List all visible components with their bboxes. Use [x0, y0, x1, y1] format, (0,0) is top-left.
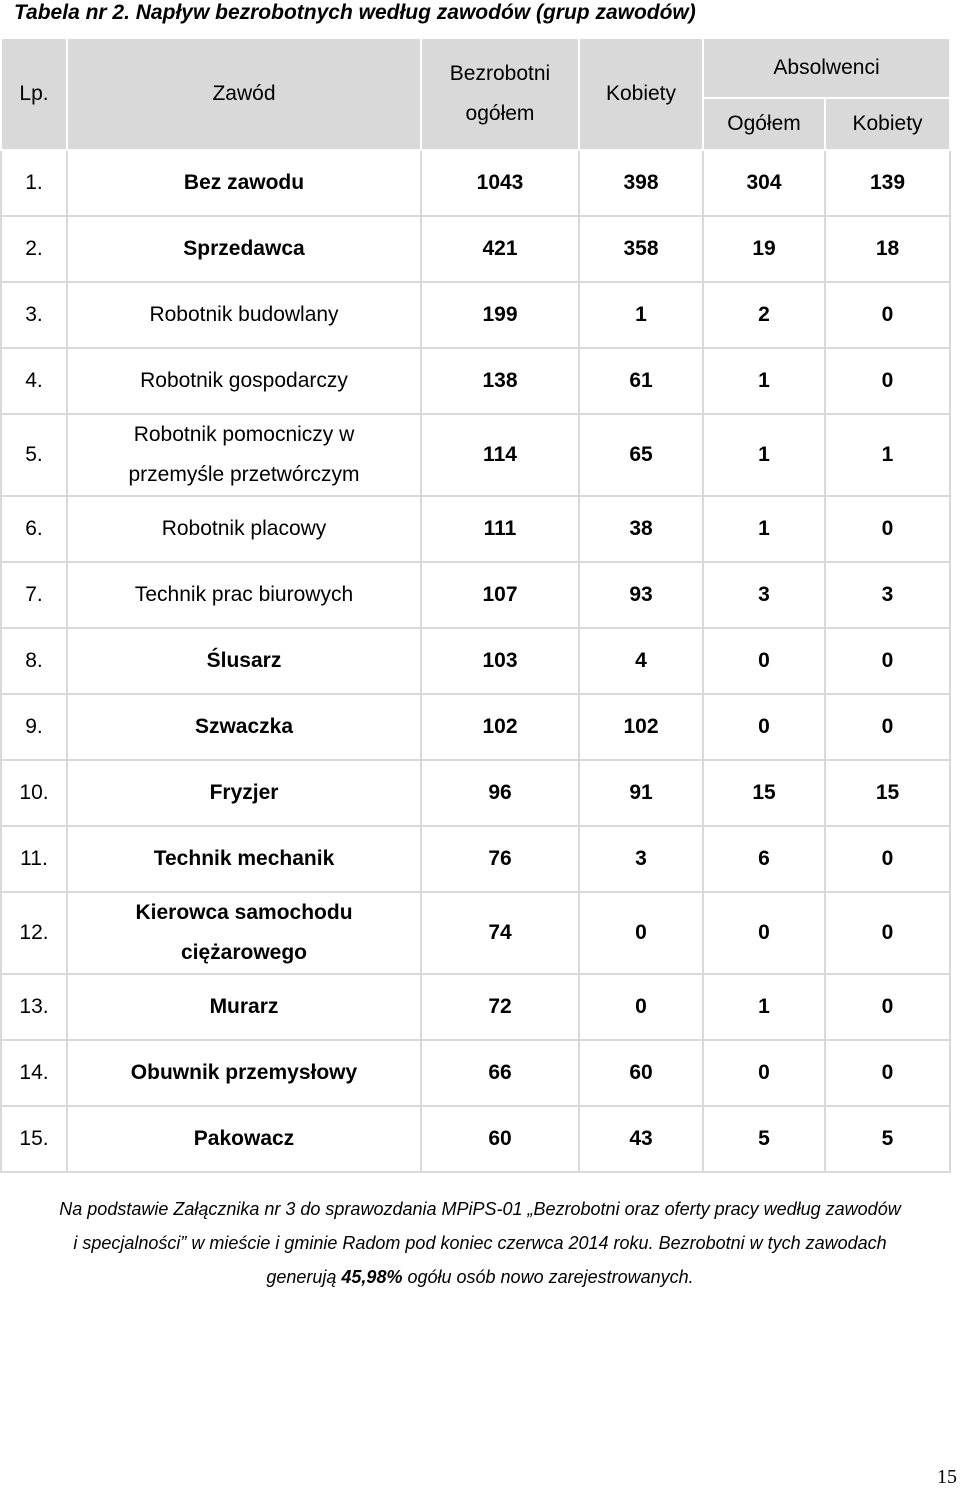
cell-abs-ogolem: 0 [703, 892, 825, 974]
header-kobiety: Kobiety [579, 38, 703, 150]
cell-abs-ogolem: 1 [703, 974, 825, 1040]
header-absolwenci: Absolwenci [703, 38, 950, 98]
cell-lp: 1. [1, 150, 67, 216]
cell-zawod: Sprzedawca [67, 216, 421, 282]
cell-bezrobotni: 74 [421, 892, 579, 974]
cell-kobiety: 3 [579, 826, 703, 892]
note-percentage: 45,98% [341, 1267, 403, 1287]
cell-zawod: Ślusarz [67, 628, 421, 694]
table-row [1, 216, 950, 282]
cell-abs-ogolem: 0 [703, 694, 825, 760]
cell-abs-ogolem: 304 [703, 150, 825, 216]
cell-bezrobotni: 111 [421, 496, 579, 562]
cell-abs-kobiety: 0 [825, 282, 950, 348]
cell-bezrobotni: 199 [421, 282, 579, 348]
cell-zawod-line2: przemyśle przetwórczym [128, 463, 360, 486]
cell-abs-kobiety: 18 [825, 216, 950, 282]
cell-lp: 15. [1, 1106, 67, 1172]
cell-abs-kobiety: 0 [825, 496, 950, 562]
cell-abs-kobiety: 0 [825, 826, 950, 892]
cell-zawod-line1: Robotnik pomocniczy w [133, 423, 355, 446]
table-row [1, 348, 950, 414]
cell-bezrobotni: 76 [421, 826, 579, 892]
cell-abs-ogolem: 1 [703, 348, 825, 414]
cell-lp: 2. [1, 216, 67, 282]
cell-bezrobotni: 66 [421, 1040, 579, 1106]
cell-abs-kobiety: 0 [825, 628, 950, 694]
table-row [1, 694, 950, 760]
cell-zawod: Fryzjer [67, 760, 421, 826]
cell-kobiety: 1 [579, 282, 703, 348]
table-row [1, 562, 950, 628]
cell-kobiety: 0 [579, 974, 703, 1040]
page-number: 15 [937, 1466, 957, 1488]
table-row [1, 496, 950, 562]
table-row [1, 414, 950, 496]
cell-bezrobotni: 1043 [421, 150, 579, 216]
cell-abs-ogolem: 5 [703, 1106, 825, 1172]
table-row [1, 150, 950, 216]
cell-zawod: Pakowacz [67, 1106, 421, 1172]
source-note [0, 1192, 960, 1294]
cell-bezrobotni: 72 [421, 974, 579, 1040]
cell-lp: 11. [1, 826, 67, 892]
cell-zawod: Murarz [67, 974, 421, 1040]
cell-abs-ogolem: 6 [703, 826, 825, 892]
cell-kobiety: 102 [579, 694, 703, 760]
header-zawod: Zawód [67, 38, 421, 150]
cell-zawod: Robotnik budowlany [67, 282, 421, 348]
cell-zawod-line1: Kierowca samochodu [135, 901, 353, 924]
note-line-3-end: ogółu osób nowo zarejestrowanych. [402, 1267, 694, 1287]
table-row [1, 826, 950, 892]
cell-abs-ogolem: 1 [703, 414, 825, 496]
table-title: Tabela nr 2. Napływ bezrobotnych według zawodów (grup zawodów) [14, 1, 696, 24]
cell-abs-kobiety: 0 [825, 892, 950, 974]
cell-abs-ogolem: 15 [703, 760, 825, 826]
cell-lp: 5. [1, 414, 67, 496]
cell-abs-kobiety: 1 [825, 414, 950, 496]
cell-kobiety: 38 [579, 496, 703, 562]
cell-bezrobotni: 60 [421, 1106, 579, 1172]
cell-bezrobotni: 107 [421, 562, 579, 628]
cell-lp: 7. [1, 562, 67, 628]
cell-zawod: Obuwnik przemysłowy [67, 1040, 421, 1106]
cell-abs-ogolem: 0 [703, 1040, 825, 1106]
cell-kobiety: 93 [579, 562, 703, 628]
table-row [1, 1106, 950, 1172]
cell-abs-kobiety: 0 [825, 348, 950, 414]
cell-abs-ogolem: 2 [703, 282, 825, 348]
cell-lp: 14. [1, 1040, 67, 1106]
cell-kobiety: 0 [579, 892, 703, 974]
cell-zawod: Robotnik placowy [67, 496, 421, 562]
cell-zawod-line2: ciężarowego [180, 941, 308, 964]
note-line-2: i specjalności” w mieście i gminie Radom pod koniec czerwca 2014 roku. Bezrobotni w tych zawodach [73, 1233, 887, 1253]
cell-zawod: Technik prac biurowych [67, 562, 421, 628]
header-bezrobotni [421, 38, 579, 150]
cell-kobiety: 65 [579, 414, 703, 496]
table-row [1, 974, 950, 1040]
header-lp: Lp. [1, 38, 67, 150]
note-line-3-start: generują [266, 1267, 342, 1287]
note-line-1: Na podstawie Załącznika nr 3 do sprawozdania MPiPS-01 „Bezrobotni oraz oferty pracy według zawodów [59, 1199, 901, 1219]
cell-bezrobotni: 96 [421, 760, 579, 826]
cell-lp: 9. [1, 694, 67, 760]
table-row [1, 1040, 950, 1106]
cell-lp: 13. [1, 974, 67, 1040]
cell-bezrobotni: 421 [421, 216, 579, 282]
header-abs-kobiety: Kobiety [825, 98, 950, 150]
cell-zawod [67, 414, 421, 496]
cell-abs-kobiety: 139 [825, 150, 950, 216]
cell-abs-ogolem: 3 [703, 562, 825, 628]
cell-kobiety: 60 [579, 1040, 703, 1106]
cell-kobiety: 61 [579, 348, 703, 414]
cell-abs-kobiety: 0 [825, 694, 950, 760]
cell-kobiety: 4 [579, 628, 703, 694]
cell-abs-kobiety: 3 [825, 562, 950, 628]
cell-zawod: Technik mechanik [67, 826, 421, 892]
unemployment-table [0, 37, 951, 1173]
cell-kobiety: 398 [579, 150, 703, 216]
header-bezrobotni-line1: Bezrobotni [449, 62, 551, 85]
cell-lp: 6. [1, 496, 67, 562]
cell-bezrobotni: 103 [421, 628, 579, 694]
table-row [1, 760, 950, 826]
cell-zawod [67, 892, 421, 974]
cell-abs-kobiety: 5 [825, 1106, 950, 1172]
table-row [1, 892, 950, 974]
cell-abs-ogolem: 19 [703, 216, 825, 282]
cell-lp: 3. [1, 282, 67, 348]
cell-bezrobotni: 138 [421, 348, 579, 414]
cell-bezrobotni: 102 [421, 694, 579, 760]
cell-kobiety: 358 [579, 216, 703, 282]
cell-abs-ogolem: 1 [703, 496, 825, 562]
cell-kobiety: 91 [579, 760, 703, 826]
cell-abs-kobiety: 0 [825, 974, 950, 1040]
cell-abs-kobiety: 0 [825, 1040, 950, 1106]
header-bezrobotni-line2: ogółem [465, 102, 535, 125]
cell-zawod: Szwaczka [67, 694, 421, 760]
cell-lp: 4. [1, 348, 67, 414]
cell-zawod: Bez zawodu [67, 150, 421, 216]
cell-abs-kobiety: 15 [825, 760, 950, 826]
table-row [1, 628, 950, 694]
cell-kobiety: 43 [579, 1106, 703, 1172]
cell-zawod: Robotnik gospodarczy [67, 348, 421, 414]
cell-lp: 12. [1, 892, 67, 974]
note-line-3 [0, 1260, 960, 1294]
cell-lp: 8. [1, 628, 67, 694]
table-row [1, 282, 950, 348]
cell-bezrobotni: 114 [421, 414, 579, 496]
header-abs-ogolem: Ogółem [703, 98, 825, 150]
cell-lp: 10. [1, 760, 67, 826]
cell-abs-ogolem: 0 [703, 628, 825, 694]
